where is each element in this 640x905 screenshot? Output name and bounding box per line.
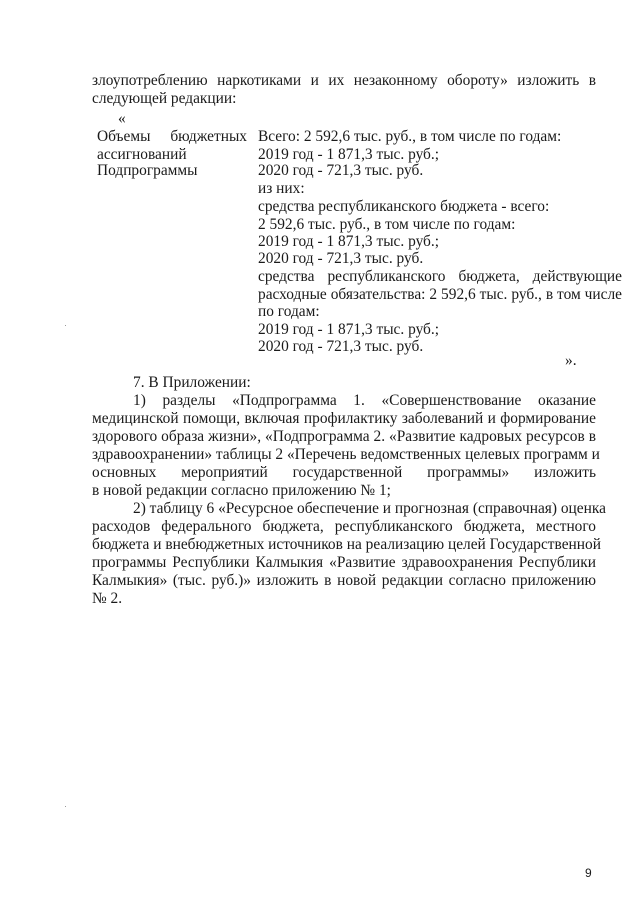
paragraph-line: 2) таблицу 6 «Ресурсное обеспечение и прогнозная (справочная) оценка	[133, 500, 606, 517]
open-quote: «	[118, 110, 126, 127]
paragraph-line: здорового образа жизни», «Подпрограмма 2. «Развитие кадровых ресурсов в	[92, 428, 596, 445]
intro-line: злоупотреблению наркотиками и их незаконному обороту» изложить в	[92, 72, 596, 89]
table-value: средства республиканского бюджета - всего:	[258, 198, 550, 215]
table-value: Всего: 2 592,6 тыс. руб., в том числе по годам:	[258, 128, 562, 145]
close-quote: ».	[565, 352, 577, 369]
scan-speck	[65, 325, 66, 326]
table-label: Объемы бюджетных	[97, 128, 247, 145]
page-number: 9	[585, 866, 592, 880]
table-value: 2019 год - 1 871,3 тыс. руб.;	[258, 146, 440, 163]
paragraph-line: бюджета и внебюджетных источников на реализацию целей Государственной	[92, 536, 601, 553]
table-value: 2 592,6 тыс. руб., в том числе по годам:	[258, 216, 516, 233]
paragraph-line: основных мероприятий государственной программы» изложить	[92, 464, 596, 481]
table-value: по годам:	[258, 303, 320, 320]
table-value: 2019 год - 1 871,3 тыс. руб.;	[258, 233, 440, 250]
table-value: 2019 год - 1 871,3 тыс. руб.;	[258, 321, 440, 338]
paragraph-line: здравоохранении» таблицы 2 «Перечень ведомственных целевых программ и	[92, 446, 600, 463]
paragraph-line: Калмыкия» (тыс. руб.)» изложить в новой редакции согласно приложению	[92, 572, 596, 589]
table-value: 2020 год - 721,3 тыс. руб.	[258, 250, 424, 267]
paragraph-line: расходов федерального бюджета, республиканского бюджета, местного	[92, 518, 596, 535]
paragraph-line: программы Республики Калмыкия «Развитие здравоохранения Республики	[92, 554, 596, 571]
intro-line: следующей редакции:	[92, 90, 237, 107]
table-value: из них:	[258, 180, 305, 197]
paragraph-line: 1) разделы «Подпрограмма 1. «Совершенствование оказание	[133, 392, 596, 409]
paragraph-line: медицинской помощи, включая профилактику заболеваний и формирование	[92, 410, 596, 427]
table-label: ассигнований	[97, 146, 187, 163]
table-value: 2020 год - 721,3 тыс. руб.	[258, 162, 424, 179]
scan-speck	[65, 806, 66, 807]
table-value: средства республиканского бюджета, действующие	[258, 268, 622, 285]
section-heading: 7. В Приложении:	[133, 374, 251, 391]
table-value: 2020 год - 721,3 тыс. руб.	[258, 338, 424, 355]
paragraph-line: № 2.	[92, 590, 123, 607]
paragraph-line: в новой редакции согласно приложению № 1;	[92, 482, 391, 499]
table-value: расходные обязательства: 2 592,6 тыс. руб., в том числе	[258, 286, 622, 303]
table-label: Подпрограммы	[97, 162, 198, 179]
